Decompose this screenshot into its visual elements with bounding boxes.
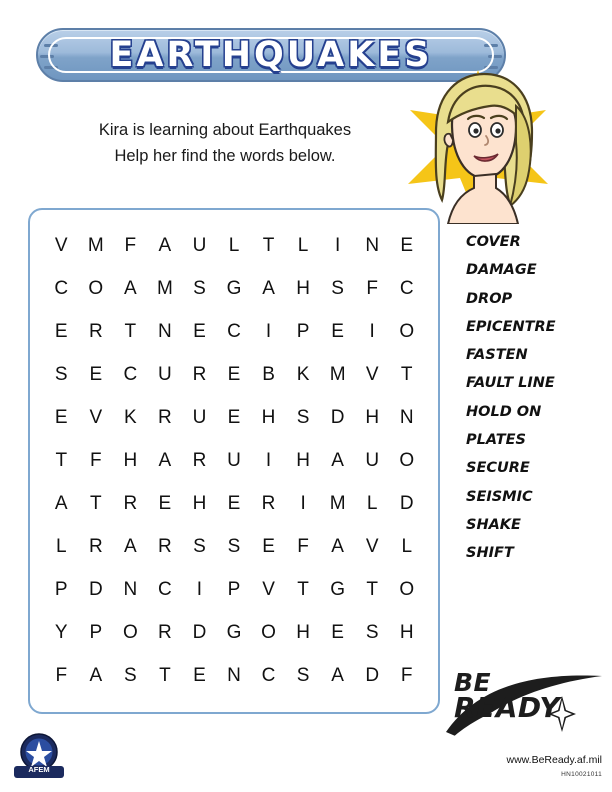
grid-cell-r10-c2[interactable]: P xyxy=(89,622,103,644)
grid-cell-r5-c10[interactable]: H xyxy=(365,406,380,428)
grid-cell-r2-c7[interactable]: A xyxy=(262,277,275,299)
grid-cell-r7-c2[interactable]: T xyxy=(90,493,102,515)
grid-cell-r1-c1[interactable]: V xyxy=(54,234,68,256)
grid-cell-r6-c9[interactable]: A xyxy=(331,449,344,471)
grid-cell-r11-c7[interactable]: C xyxy=(261,665,276,687)
word-list-item: PLATES xyxy=(466,432,526,449)
grid-cell-r6-c3[interactable]: H xyxy=(123,449,138,471)
grid-cell-r3-c4[interactable]: N xyxy=(158,320,172,342)
grid-cell-r9-c2[interactable]: D xyxy=(88,579,103,601)
grid-cell-r10-c5[interactable]: D xyxy=(192,622,207,644)
grid-cell-r9-c3[interactable]: N xyxy=(123,579,138,601)
grid-cell-r1-c2[interactable]: M xyxy=(87,234,104,256)
grid-cell-r10-c3[interactable]: O xyxy=(122,622,138,644)
grid-cell-r1-c8[interactable]: L xyxy=(297,234,309,256)
word-search-grid xyxy=(44,224,424,698)
grid-cell-r10-c8[interactable]: H xyxy=(296,622,310,644)
grid-cell-r8-c9[interactable]: A xyxy=(331,536,344,558)
intro-text xyxy=(40,118,410,169)
grid-cell-r8-c5[interactable]: S xyxy=(193,536,206,558)
grid-cell-r5-c1[interactable]: E xyxy=(54,406,68,428)
grid-cell-r2-c6[interactable]: G xyxy=(226,277,242,299)
grid-cell-r7-c10[interactable]: L xyxy=(366,493,378,515)
be-ready-line-2: READY xyxy=(454,691,561,724)
grid-cell-r10-c4[interactable]: R xyxy=(158,622,172,644)
word-list xyxy=(466,234,602,574)
grid-cell-r4-c10[interactable]: V xyxy=(365,363,379,385)
grid-cell-r11-c5[interactable]: E xyxy=(193,665,206,687)
grid-cell-r6-c5[interactable]: R xyxy=(192,449,207,471)
grid-cell-r1-c9[interactable]: I xyxy=(334,234,341,256)
grid-cell-r11-c4[interactable]: T xyxy=(159,665,171,687)
grid-cell-r8-c10[interactable]: V xyxy=(365,536,379,558)
grid-cell-r5-c9[interactable]: D xyxy=(330,406,345,428)
grid-cell-r7-c9[interactable]: M xyxy=(329,493,346,515)
grid-cell-r5-c5[interactable]: U xyxy=(192,406,207,428)
grid-cell-r3-c3[interactable]: T xyxy=(124,320,137,342)
grid-cell-r2-c8[interactable]: H xyxy=(296,277,310,299)
grid-cell-r2-c3[interactable]: A xyxy=(124,277,137,299)
grid-cell-r10-c7[interactable]: O xyxy=(261,622,276,644)
grid-cell-r4-c11[interactable]: T xyxy=(400,363,413,385)
grid-cell-r3-c10[interactable]: I xyxy=(369,320,375,342)
grid-cell-r4-c6[interactable]: E xyxy=(227,363,241,385)
grid-cell-r8-c11[interactable]: L xyxy=(401,536,413,558)
word-list-item: FAULT LINE xyxy=(466,375,555,392)
grid-cell-r5-c8[interactable]: S xyxy=(296,406,310,428)
grid-cell-r2-c1[interactable]: C xyxy=(54,277,69,299)
afem-seal xyxy=(14,732,64,778)
grid-cell-r9-c9[interactable]: G xyxy=(330,579,346,601)
word-list-item: FASTEN xyxy=(466,347,528,364)
grid-cell-r6-c6[interactable]: U xyxy=(227,449,241,471)
grid-cell-r9-c4[interactable]: C xyxy=(158,579,172,601)
grid-cell-r8-c6[interactable]: S xyxy=(227,536,241,558)
grid-cell-r3-c6[interactable]: C xyxy=(227,320,241,342)
grid-cell-r11-c10[interactable]: D xyxy=(365,665,380,687)
grid-cell-r3-c5[interactable]: E xyxy=(193,320,206,342)
word-list-item: SECURE xyxy=(466,460,530,477)
grid-cell-r5-c3[interactable]: K xyxy=(124,406,137,428)
word-list-item: SEISMIC xyxy=(466,488,533,505)
grid-cell-r5-c6[interactable]: E xyxy=(227,406,241,428)
grid-cell-r9-c10[interactable]: T xyxy=(366,579,378,601)
grid-cell-r4-c1[interactable]: S xyxy=(54,363,68,385)
grid-cell-r7-c1[interactable]: A xyxy=(54,493,68,515)
grid-cell-r7-c3[interactable]: R xyxy=(123,493,138,515)
grid-cell-r6-c1[interactable]: T xyxy=(55,449,68,471)
grid-cell-r6-c10[interactable]: U xyxy=(365,449,380,471)
grid-cell-r2-c2[interactable]: O xyxy=(88,277,104,299)
word-list-item: HOLD ON xyxy=(466,403,542,420)
grid-cell-r11-c1[interactable]: F xyxy=(55,665,68,687)
word-list-item: SHAKE xyxy=(466,516,521,533)
grid-cell-r7-c4[interactable]: E xyxy=(158,493,172,515)
grid-cell-r5-c11[interactable]: N xyxy=(399,406,414,428)
grid-cell-r11-c6[interactable]: N xyxy=(227,665,241,687)
grid-cell-r3-c9[interactable]: E xyxy=(331,320,344,342)
grid-cell-r1-c11[interactable]: E xyxy=(400,234,414,256)
grid-cell-r1-c4[interactable]: A xyxy=(158,234,172,256)
grid-cell-r8-c4[interactable]: R xyxy=(158,536,172,558)
grid-cell-r3-c11[interactable]: O xyxy=(399,320,415,342)
grid-cell-r7-c6[interactable]: E xyxy=(227,493,241,515)
word-list-item: SHIFT xyxy=(466,545,514,562)
grid-cell-r9-c1[interactable]: P xyxy=(54,579,68,601)
grid-cell-r10-c10[interactable]: S xyxy=(365,622,379,644)
be-ready-wordmark xyxy=(454,668,561,724)
grid-cell-r9-c6[interactable]: P xyxy=(227,579,241,601)
grid-cell-r1-c10[interactable]: N xyxy=(365,234,380,256)
grid-cell-r10-c11[interactable]: H xyxy=(399,622,414,644)
grid-cell-r11-c8[interactable]: S xyxy=(296,665,310,687)
document-id: HN10021011 xyxy=(561,771,602,778)
grid-cell-r5-c7[interactable]: H xyxy=(261,406,276,428)
grid-cell-r11-c2[interactable]: A xyxy=(89,665,103,687)
grid-cell-r4-c7[interactable]: B xyxy=(262,363,275,385)
grid-cell-r8-c7[interactable]: E xyxy=(262,536,275,558)
grid-cell-r10-c9[interactable]: E xyxy=(331,622,344,644)
grid-cell-r8-c1[interactable]: L xyxy=(55,536,67,558)
grid-cell-r2-c4[interactable]: M xyxy=(156,277,173,299)
be-ready-line-1: BE xyxy=(454,668,492,697)
grid-cell-r9-c5[interactable]: I xyxy=(196,579,203,601)
grid-cell-r1-c3[interactable]: F xyxy=(124,234,137,256)
grid-cell-r10-c1[interactable]: Y xyxy=(54,622,68,644)
grid-cell-r1-c5[interactable]: U xyxy=(192,234,207,256)
intro-line-1: Kira is learning about Earthquakes xyxy=(98,121,352,139)
grid-cell-r3-c7[interactable]: I xyxy=(265,320,272,342)
grid-cell-r4-c4[interactable]: U xyxy=(158,363,172,385)
grid-cell-r6-c2[interactable]: F xyxy=(90,449,102,471)
grid-cell-r7-c7[interactable]: R xyxy=(261,493,276,515)
afem-seal-label: AFEM xyxy=(28,765,50,774)
grid-cell-r4-c8[interactable]: K xyxy=(296,363,310,385)
grid-cell-r2-c9[interactable]: S xyxy=(331,277,344,299)
grid-cell-r4-c3[interactable]: C xyxy=(123,363,138,385)
word-list-item: EPICENTRE xyxy=(466,318,556,335)
grid-cell-r10-c6[interactable]: G xyxy=(226,622,242,644)
grid-cell-r3-c1[interactable]: E xyxy=(54,320,68,342)
word-search-grid-container[interactable] xyxy=(28,208,440,714)
kira-character-illustration xyxy=(398,66,558,224)
word-list-item: DROP xyxy=(466,290,513,307)
grid-cell-r7-c5[interactable]: H xyxy=(192,493,207,515)
grid-cell-r3-c8[interactable]: P xyxy=(296,320,310,342)
word-list-item: COVER xyxy=(466,234,521,250)
grid-cell-r7-c11[interactable]: D xyxy=(399,493,414,515)
grid-cell-r9-c8[interactable]: T xyxy=(297,579,309,601)
grid-cell-r1-c6[interactable]: L xyxy=(228,234,240,256)
grid-cell-r6-c7[interactable]: I xyxy=(265,449,272,471)
intro-line-2: Help her find the words below. xyxy=(114,146,336,165)
page-title: EARTHQUAKES xyxy=(109,35,433,75)
website-url[interactable]: www.BeReady.af.mil xyxy=(506,754,602,766)
grid-cell-r5-c4[interactable]: R xyxy=(158,406,172,428)
grid-cell-r11-c3[interactable]: S xyxy=(124,665,137,687)
grid-cell-r6-c4[interactable]: A xyxy=(158,449,172,471)
grid-cell-r2-c10[interactable]: F xyxy=(366,277,378,299)
grid-cell-r6-c11[interactable]: O xyxy=(399,449,415,471)
grid-cell-r4-c9[interactable]: M xyxy=(329,363,346,385)
grid-cell-r8-c3[interactable]: A xyxy=(124,536,137,558)
grid-cell-r1-c7[interactable]: T xyxy=(262,234,275,256)
grid-cell-r11-c11[interactable]: F xyxy=(400,665,413,687)
grid-cell-r9-c7[interactable]: V xyxy=(262,579,275,601)
grid-cell-r8-c2[interactable]: R xyxy=(88,536,103,558)
grid-cell-r6-c8[interactable]: H xyxy=(296,449,310,471)
grid-cell-r4-c5[interactable]: R xyxy=(192,363,207,385)
grid-cell-r8-c8[interactable]: F xyxy=(297,536,309,558)
grid-cell-r11-c9[interactable]: A xyxy=(331,665,344,687)
grid-cell-r7-c8[interactable]: I xyxy=(300,493,306,515)
grid-cell-r9-c11[interactable]: O xyxy=(399,579,415,601)
grid-cell-r5-c2[interactable]: V xyxy=(89,406,103,428)
grid-cell-r2-c11[interactable]: C xyxy=(399,277,414,299)
grid-cell-r3-c2[interactable]: R xyxy=(88,320,103,342)
be-ready-logo xyxy=(444,666,604,740)
word-list-item: DAMAGE xyxy=(466,262,537,279)
grid-cell-r2-c5[interactable]: S xyxy=(193,277,206,299)
grid-cell-r4-c2[interactable]: E xyxy=(89,363,103,385)
